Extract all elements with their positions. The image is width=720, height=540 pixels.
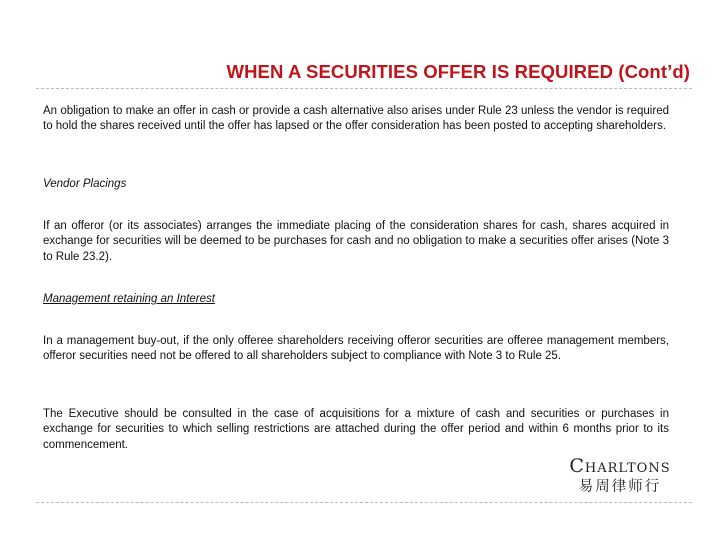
logo-name-zh: 易周律师行 [578, 479, 662, 495]
slide-title: WHEN A SECURITIES OFFER IS REQUIRED (Cont’d) [226, 61, 690, 82]
paragraph-management-buyout: In a management buy-out, if the only offeree shareholders receiving offeror securities are offeree management members, offeror securities need not be offered to all shareholders subject to compliance with Note 3 to Rule 25. [43, 335, 669, 363]
bottom-divider [36, 502, 692, 503]
logo-name-en: Charltons [569, 455, 671, 477]
paragraph-vendor-placings: If an offeror (or its associates) arranges the immediate placing of the consideration shares for cash, shares acquired in exchange for securities will be deemed to be purchases for cash and no obligation to make a securities offer arises (Note 3 to Rule 23.2). [43, 220, 669, 263]
paragraph-cash-alternative: An obligation to make an offer in cash or provide a cash alternative also arises under Rule 23 unless the vendor is required to hold the shares received until the offer has lapsed or the offer consideration has been posted to accepting shareholders. [43, 105, 669, 133]
heading-vendor-placings: Vendor Placings [43, 178, 127, 190]
paragraph-executive-consultation: The Executive should be consulted in the case of acquisitions for a mixture of cash and securities or purchases in exchange for securities to which selling restrictions are attached during the offer period and within 6 months prior to its commencement. [43, 408, 669, 451]
heading-management-interest: Management retaining an Interest [43, 293, 215, 305]
charltons-logo [558, 455, 682, 497]
top-divider [36, 88, 692, 89]
